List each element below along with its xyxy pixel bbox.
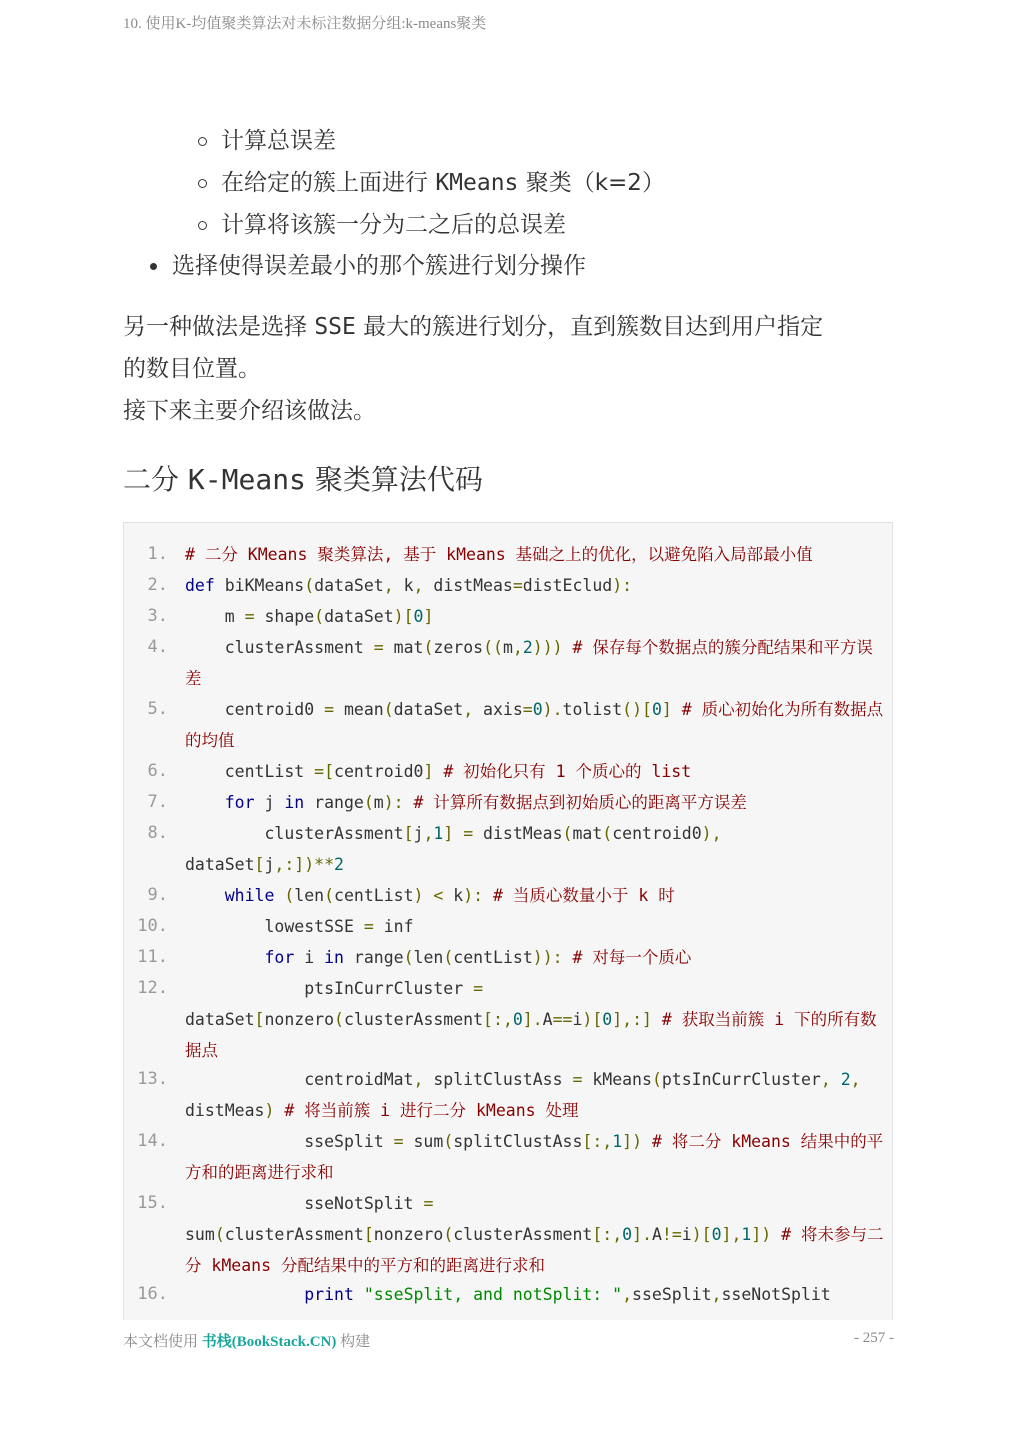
- paragraph-intro: 接下来主要介绍该做法。: [123, 398, 376, 424]
- code-line-number: 16.: [137, 1284, 168, 1304]
- code-line-number: 11.: [137, 947, 168, 967]
- code-line: centList =[centroid0] # 初始化只有 1 个质心的 list: [185, 762, 692, 781]
- code-line: print "sseSplit, and notSplit: ",sseSplit,sseNotSplit: [304, 1285, 831, 1304]
- code-line: clusterAssment[j,1] = distMeas(mat(centroid0), dataSet[j,:])**2: [185, 824, 732, 874]
- sub-bullet-item: 计算总误差: [196, 120, 665, 162]
- code-line-number: 14.: [137, 1131, 168, 1151]
- sub-bullet-list: [196, 120, 665, 246]
- code-line: while (len(centList) < k): # 当质心数量小于 k 时: [224, 886, 675, 905]
- code-line-number: 15.: [137, 1193, 168, 1213]
- code-line-number: 5.: [147, 699, 168, 719]
- bullet-list: [147, 245, 586, 287]
- footer-credit: 本文档使用 书栈(BookStack.CN) 构建: [123, 1334, 371, 1350]
- code-line-number: 13.: [137, 1069, 168, 1089]
- code-line-number: 4.: [147, 637, 168, 657]
- code-line: m = shape(dataSet)[0]: [185, 607, 434, 626]
- sub-bullet-item: 计算将该簇一分为二之后的总误差: [196, 204, 665, 246]
- code-line: def biKMeans(dataSet, k, distMeas=distEclud):: [185, 576, 633, 595]
- code-line-number: 2.: [147, 575, 168, 595]
- code-line: centroid0 = mean(dataSet, axis=0).tolist()[0] # 质心初始化为所有数据点的均值: [185, 700, 884, 750]
- code-line-number: 3.: [147, 606, 168, 626]
- code-line-number: 6.: [147, 761, 168, 781]
- inline-code: KMeans: [435, 170, 519, 196]
- running-header: 10. 使用K-均值聚类算法对未标注数据分组:k-means聚类: [123, 16, 487, 32]
- code-line: clusterAssment = mat(zeros((m,2))) # 保存每个数据点的簇分配结果和平方误差: [185, 638, 873, 688]
- code-line-number: 10.: [137, 916, 168, 936]
- code-line: for i in range(len(centList)): # 对每一个质心: [264, 948, 692, 967]
- code-line-number: 12.: [137, 978, 168, 998]
- code-line-number: 8.: [147, 823, 168, 843]
- code-line-number: 9.: [147, 885, 168, 905]
- page-number: - 257 -: [854, 1330, 894, 1346]
- section-heading: 二分 K-Means 聚类算法代码: [123, 463, 483, 496]
- bookstack-link[interactable]: 书栈(BookStack.CN): [201, 1334, 337, 1350]
- code-line: lowestSSE = inf: [185, 917, 414, 936]
- heading-code: K-Means: [187, 463, 306, 496]
- code-line: centroidMat, splitClustAss = kMeans(ptsInCurrCluster, 2, distMeas) # 将当前簇 i 进行二分 kMeans 处理: [185, 1070, 871, 1120]
- sub-bullet-item: 在给定的簇上面进行 KMeans 聚类（k=2）: [196, 162, 665, 204]
- inline-code: SSE: [314, 314, 356, 340]
- paragraph-alternative: 另一种做法是选择 SSE 最大的簇进行划分，直到簇数目达到用户指定 的数目位置。: [123, 314, 824, 382]
- code-block: [123, 522, 893, 1320]
- code-line: ptsInCurrCluster = dataSet[nonzero(clusterAssment[:,0].A==i)[0],:] # 获取当前簇 i 下的所有数据点: [185, 979, 877, 1060]
- code-line-number: 7.: [147, 792, 168, 812]
- code-line: sseSplit = sum(splitClustAss[:,1]) # 将二分 kMeans 结果中的平方和的距离进行求和: [185, 1132, 884, 1182]
- code-line: for j in range(m): # 计算所有数据点到初始质心的距离平方误差: [224, 793, 747, 812]
- code-line: # 二分 KMeans 聚类算法, 基于 kMeans 基础之上的优化，以避免陷入局部最小值: [185, 545, 813, 564]
- code-line: sseNotSplit = sum(clusterAssment[nonzero(clusterAssment[:,0].A!=i)[0],1]) # 将未参与二分 kMeans 分配结果中的平方和的距离进行求和: [185, 1194, 884, 1275]
- bullet-item: 选择使得误差最小的那个簇进行划分操作: [147, 245, 586, 287]
- code-line-number: 1.: [147, 544, 168, 564]
